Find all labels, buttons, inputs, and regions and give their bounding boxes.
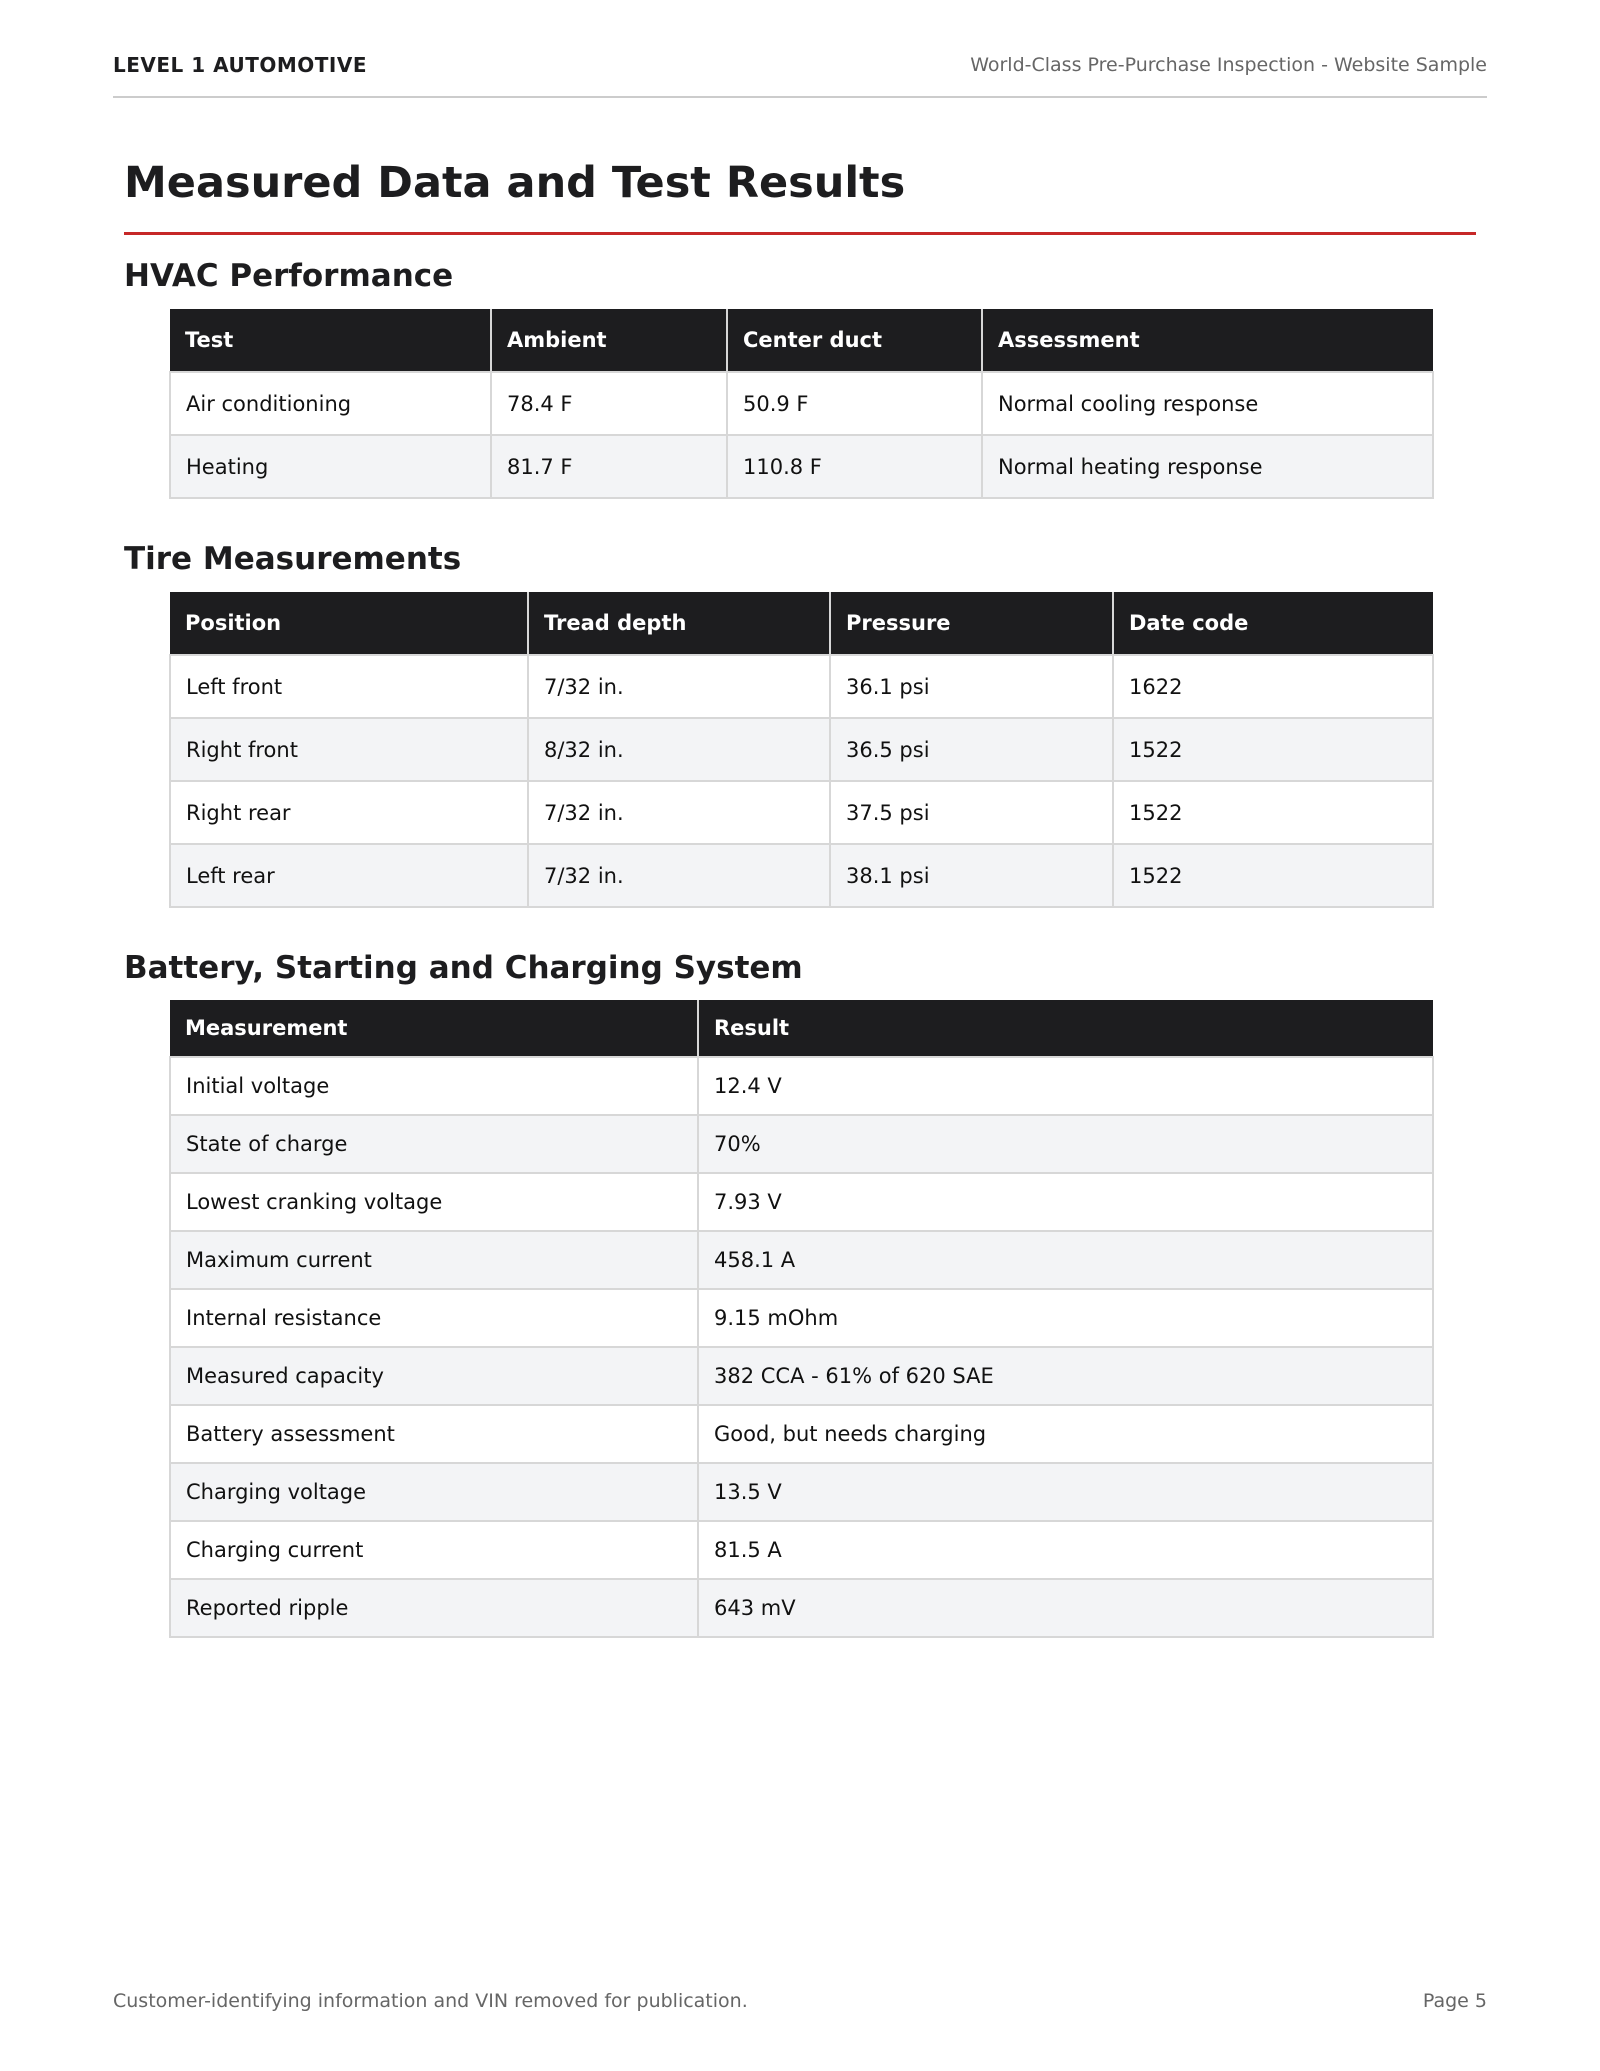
table-row (170, 1289, 1433, 1347)
table-cell: 38.1 psi (830, 844, 1113, 907)
table-cell: 12.4 V (698, 1057, 1433, 1115)
column-header: Result (698, 1000, 1433, 1057)
table-header-row (170, 309, 1433, 372)
table-row (170, 844, 1433, 907)
column-header: Assessment (982, 309, 1433, 372)
table-cell: Reported ripple (170, 1579, 698, 1637)
table-cell: Measured capacity (170, 1347, 698, 1405)
table-cell: Battery assessment (170, 1405, 698, 1463)
table-row (170, 1231, 1433, 1289)
column-header: Position (170, 592, 528, 655)
report-subtitle: World-Class Pre-Purchase Inspection - Website Sample (970, 54, 1487, 76)
table-cell: 382 CCA - 61% of 620 SAE (698, 1347, 1433, 1405)
table-cell: 13.5 V (698, 1463, 1433, 1521)
table-row (170, 1173, 1433, 1231)
table-cell: Heating (170, 435, 491, 498)
table-row (170, 655, 1433, 718)
table-cell: 1622 (1113, 655, 1433, 718)
table-row (170, 1579, 1433, 1637)
column-header: Date code (1113, 592, 1433, 655)
table-cell: Internal resistance (170, 1289, 698, 1347)
table-cell: 1522 (1113, 718, 1433, 781)
table-row (170, 1115, 1433, 1173)
table-row (170, 372, 1433, 435)
battery-heading: Battery, Starting and Charging System (124, 950, 803, 986)
table-cell: Right front (170, 718, 528, 781)
table-row (170, 1521, 1433, 1579)
table-header-row (170, 1000, 1433, 1057)
table-cell: 70% (698, 1115, 1433, 1173)
table-row (170, 1405, 1433, 1463)
page-number: Page 5 (1422, 1990, 1487, 2012)
table-row (170, 1463, 1433, 1521)
hvac-table (169, 309, 1434, 499)
table-header-row (170, 592, 1433, 655)
table-cell: 50.9 F (727, 372, 982, 435)
table-cell: Air conditioning (170, 372, 491, 435)
table-cell: 7/32 in. (528, 844, 830, 907)
column-header: Test (170, 309, 491, 372)
table-cell: Left rear (170, 844, 528, 907)
table-cell: Good, but needs charging (698, 1405, 1433, 1463)
table-cell: 643 mV (698, 1579, 1433, 1637)
table-cell: Left front (170, 655, 528, 718)
table-cell: Normal heating response (982, 435, 1433, 498)
table-cell: 7.93 V (698, 1173, 1433, 1231)
column-header: Tread depth (528, 592, 830, 655)
table-cell: 37.5 psi (830, 781, 1113, 844)
title-divider (124, 232, 1476, 235)
table-cell: 36.5 psi (830, 718, 1113, 781)
table-cell: 36.1 psi (830, 655, 1113, 718)
hvac-heading: HVAC Performance (124, 258, 454, 294)
battery-table (169, 1000, 1434, 1638)
table-cell: 1522 (1113, 781, 1433, 844)
table-cell: 81.7 F (491, 435, 727, 498)
table-cell: 110.8 F (727, 435, 982, 498)
tire-table (169, 592, 1434, 908)
table-cell: 8/32 in. (528, 718, 830, 781)
column-header: Pressure (830, 592, 1113, 655)
column-header: Center duct (727, 309, 982, 372)
table-cell: 78.4 F (491, 372, 727, 435)
table-cell: 7/32 in. (528, 781, 830, 844)
table-cell: 1522 (1113, 844, 1433, 907)
brand-name: LEVEL 1 AUTOMOTIVE (113, 53, 368, 77)
table-cell: Initial voltage (170, 1057, 698, 1115)
table-row (170, 1057, 1433, 1115)
table-row (170, 781, 1433, 844)
table-cell: Charging voltage (170, 1463, 698, 1521)
table-cell: Normal cooling response (982, 372, 1433, 435)
table-row (170, 718, 1433, 781)
table-cell: Right rear (170, 781, 528, 844)
table-cell: 458.1 A (698, 1231, 1433, 1289)
page-title: Measured Data and Test Results (124, 158, 906, 208)
publication-note: Customer-identifying information and VIN removed for publication. (113, 1990, 748, 2012)
table-cell: State of charge (170, 1115, 698, 1173)
page-header (113, 50, 1487, 98)
table-row (170, 435, 1433, 498)
table-cell: Maximum current (170, 1231, 698, 1289)
column-header: Ambient (491, 309, 727, 372)
table-cell: 7/32 in. (528, 655, 830, 718)
table-cell: Lowest cranking voltage (170, 1173, 698, 1231)
table-cell: Charging current (170, 1521, 698, 1579)
tires-heading: Tire Measurements (124, 541, 462, 577)
table-row (170, 1347, 1433, 1405)
column-header: Measurement (170, 1000, 698, 1057)
table-cell: 9.15 mOhm (698, 1289, 1433, 1347)
table-cell: 81.5 A (698, 1521, 1433, 1579)
